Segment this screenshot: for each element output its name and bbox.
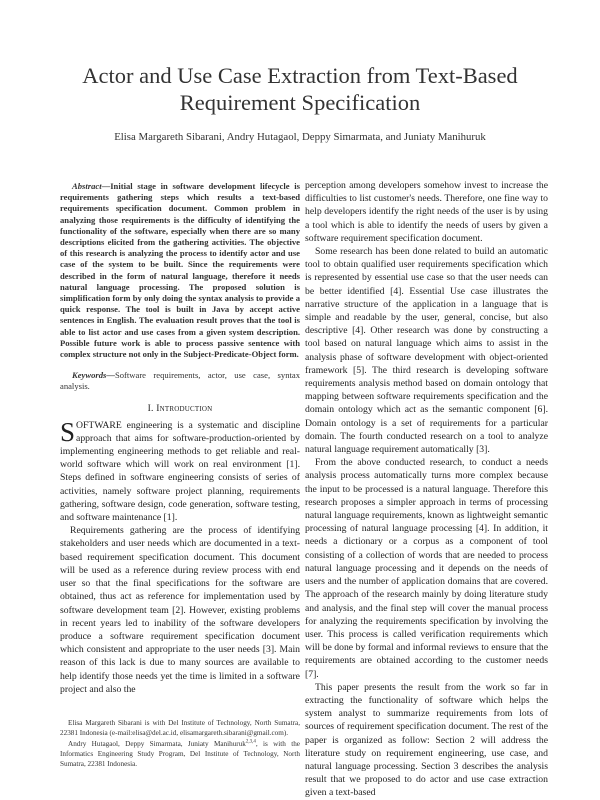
drop-cap: S	[60, 416, 76, 447]
paper-title: Actor and Use Case Extraction from Text-Based Requirement Specification	[82, 63, 518, 115]
paragraph: Some research has been done related to build an automatic tool to obtain qualified user requirements specification which is represented by essential use case so that the user needs can be better identified [4]. Essential Use case illustrates the narrative structure of the application in a language that is simple and readable by the user, general, concise, but also descriptive [4]. Other research was done by constructing a tool based on natural language which aims to assist in the analysis phase of software development with object-oriented framework [5]. The third research is developing software requirements analysis method based on domain ontology that mapping between software requirements specification and the domain ontology which act as the semantic component [6]. Domain ontology is a set of requirements for a particular domain. The fourth conducted research on a tool to analyze natural language requirement automatically [3].	[305, 246, 548, 456]
footnote	[60, 739, 300, 770]
section-heading	[60, 403, 300, 414]
footnote-text: , is with the Informatics Engineering Study Program, Del Institute of Technology, North Sumatra, 22381 Indonesia.	[60, 739, 300, 769]
right-column	[305, 179, 548, 800]
keywords	[60, 370, 300, 392]
footnote: Elisa Margareth Sibarani is with Del Institute of Technology, North Sumatra, 22381 Indonesia (e-mail:elisa@del.ac.id, elisamargareth.sibarani@gmail.com).	[60, 718, 300, 738]
keywords-label: Keywords—	[72, 370, 115, 381]
paragraph: This paper presents the result from the work so far in extracting the functionality of software which helps the system analyst to summarize requirements from lots of sources of requirement specification document. The rest of the paper is organized as follow: Section 2 will address the literature study on requirement engineering, use case, and natural language processing. Section 3 describes the analysis result that we proposed to do actor and use case extraction given a text-based	[305, 681, 548, 799]
paragraph	[60, 416, 300, 525]
paragraph: Requirements gathering are the process of identifying stakeholders and user needs which are documented in a text-based requirement specification document. This document will be used as a reference during review process with end user so that the final specifications for the software are obtained, thus act as reference for implementation used by software development team [2]. However, existing problems in recent years led to inability of the software developers produce a software requirement specification document which consistent and appropriate to the user needs [3]. Main reason of this lack is due to many sources are available to help identify those needs yet the time is limited in a software project and also the	[60, 525, 300, 695]
footnote-text: Andry Hutagaol, Deppy Simarmata, Juniaty Manihuruk	[68, 739, 246, 748]
paragraph: perception among developers somehow invest to increase the difficulties to list customer's needs. Therefore, one fine way to help developers identify the right needs of the user is by using a tool which is able to identify the needs of users by given a software requirement specification document.	[305, 180, 548, 244]
abstract-text: Initial stage in software development lifecycle is requirements gathering steps which results a text-based requirements specification document. Common problem in analyzing those requirements is the difficulty of identifying the functionality of the software, especially when there are so many descriptions elicited from the gathering activities. The objective of this research is analyzing the process to identify actor and use case of the system to be built. Since the requirements were described in the form of natural language, therefore it needs natural language processing. The proposed solution is simplification form by only doing the syntax analysis to provide a quick response. The tool is built in Java by accept active sentences in English. The evaluation result proves that the tool is able to list actor and use cases from a given system description. Possible future work is able to process passive sentence with complex structure not only in the Subject-Predicate-Object form.	[60, 181, 300, 360]
keywords-text: Software requirements, actor, use case, syntax analysis.	[60, 370, 300, 392]
abstract	[60, 181, 300, 360]
footnotes	[60, 718, 300, 769]
abstract-label: Abstract—	[72, 181, 111, 191]
paragraph: From the above conducted research, to conduct a needs analysis process automatically turns more complex because the input to be processed is a natural language. Therefore this research proposes a simpler approach in terms of processing natural language requirements, known as lightweight semantic processing of natural language processing [4]. In addition, it needs a dictionary or a corpus as a component of tool consisting of a collection of words that are needed to process natural language processing and it depends on the needs of users and the number of application domains that are covered. The approach of the research mainly by doing literature study and analysis, and the final step will cover the manual process for analyzing the requirements specification by involving the user. This process is called verification requirements which will be done by formal and informal reviews to ensure that the requirements are obtained according to the customer needs [7].	[305, 457, 548, 680]
footnote-superscript: 2,3,4	[245, 739, 256, 745]
section-title: Introduction	[156, 402, 213, 414]
paper-authors: Elisa Margareth Sibarani, Andry Hutagaol, Deppy Simarmata, and Juniaty Manihuruk	[114, 131, 486, 143]
paragraph-text: OFTWARE engineering is a systematic and discipline approach that aims for software-production-oriented by implementing engineering methods to get reliable and real-world software which will work on real environment [1]. Steps defined in software engineering consists of series of activities, namely software project planning, requirements gathering, software design, code generation, software testing, and software maintenance [1].	[60, 419, 300, 524]
left-column	[60, 181, 300, 769]
section-number: I.	[147, 402, 157, 414]
